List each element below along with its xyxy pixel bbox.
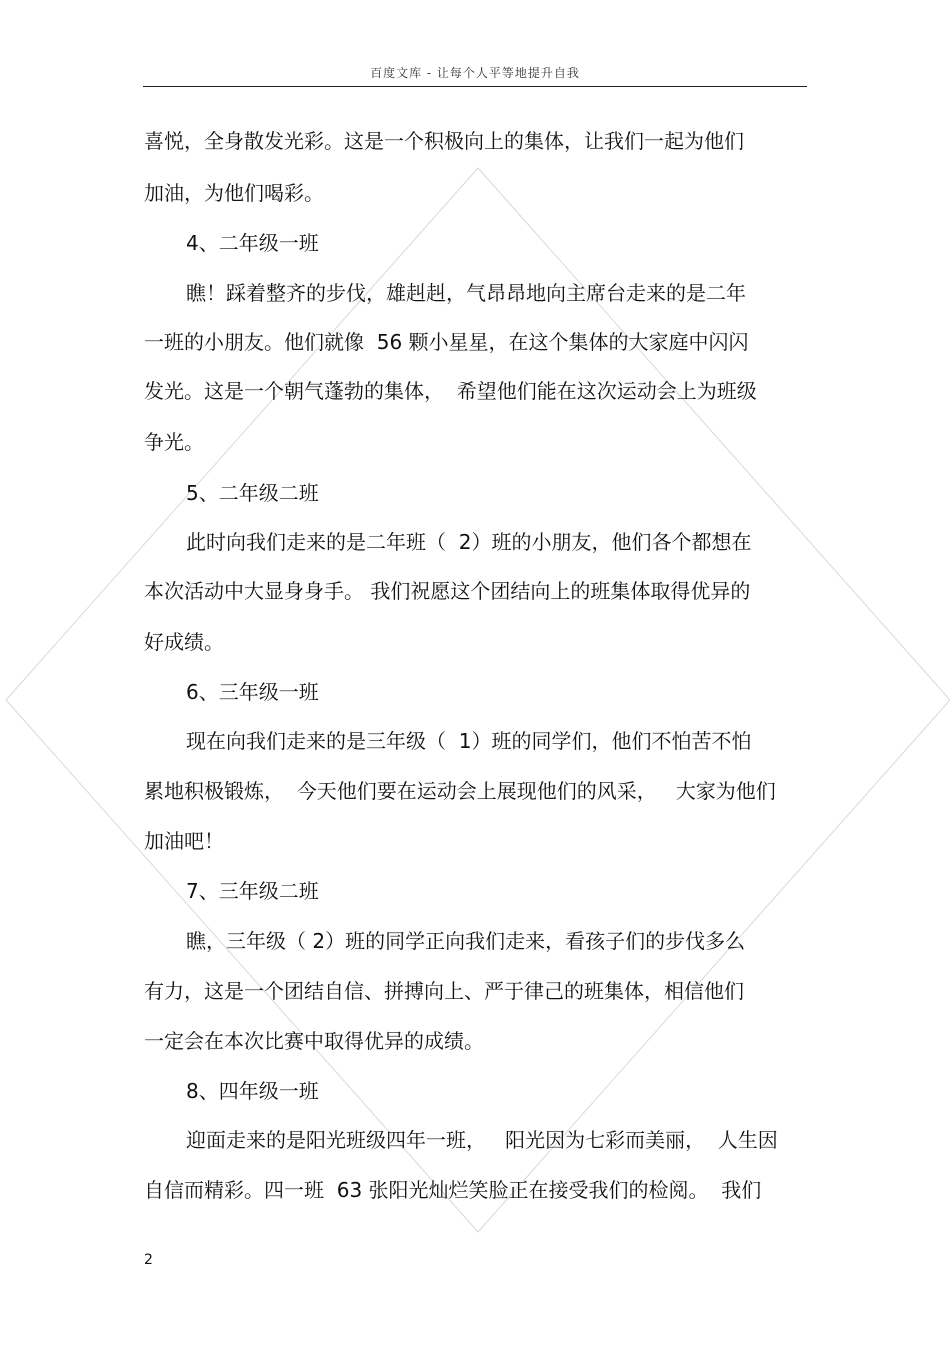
body-line: 争光。: [144, 430, 204, 454]
body-line: 此时向我们走来的是二年班（ 2）班的小朋友，他们各个都想在: [186, 530, 752, 554]
body-line: 累地积极锻炼， 今天他们要在运动会上展现他们的风采， 大家为他们: [144, 779, 776, 803]
body-line: 一班的小朋友。他们就像 56 颗小星星，在这个集体的大家庭中闪闪: [144, 330, 749, 354]
body-line: 迎面走来的是阳光班级四年一班， 阳光因为七彩而美丽， 人生因: [186, 1128, 778, 1152]
section-heading: 4、二年级一班: [186, 231, 319, 255]
section-heading: 5、二年级二班: [186, 481, 319, 505]
body-line: 喜悦，全身散发光彩。这是一个积极向上的集体，让我们一起为他们: [144, 129, 744, 153]
body-line: 本次活动中大显身身手。 我们祝愿这个团结向上的班集体取得优异的: [144, 579, 751, 603]
page-header: 百度文库 - 让每个人平等地提升自我: [370, 66, 580, 80]
body-line: 发光。这是一个朝气蓬勃的集体， 希望他们能在这次运动会上为班级: [144, 379, 757, 403]
page-number: 2: [144, 1252, 153, 1268]
body-line: 好成绩。: [144, 630, 224, 654]
body-line: 现在向我们走来的是三年级（ 1）班的同学们，他们不怕苦不怕: [186, 729, 752, 753]
body-line: 瞧，三年级（ 2）班的同学正向我们走来，看孩子们的步伐多么: [186, 929, 746, 953]
body-line: 一定会在本次比赛中取得优异的成绩。: [144, 1029, 484, 1053]
body-line: 有力，这是一个团结自信、拼搏向上、严于律己的班集体，相信他们: [144, 979, 744, 1003]
section-heading: 7、三年级二班: [186, 879, 319, 903]
body-line: 自信而精彩。四一班 63 张阳光灿烂笑脸正在接受我们的检阅。 我们: [144, 1178, 762, 1202]
body-line: 瞧！踩着整齐的步伐，雄赳赳，气昂昂地向主席台走来的是二年: [186, 281, 746, 305]
header-divider: [143, 86, 807, 87]
body-line: 加油，为他们喝彩。: [144, 181, 324, 205]
section-heading: 8、四年级一班: [186, 1079, 319, 1103]
section-heading: 6、三年级一班: [186, 680, 319, 704]
body-line: 加油吧！: [144, 829, 224, 853]
